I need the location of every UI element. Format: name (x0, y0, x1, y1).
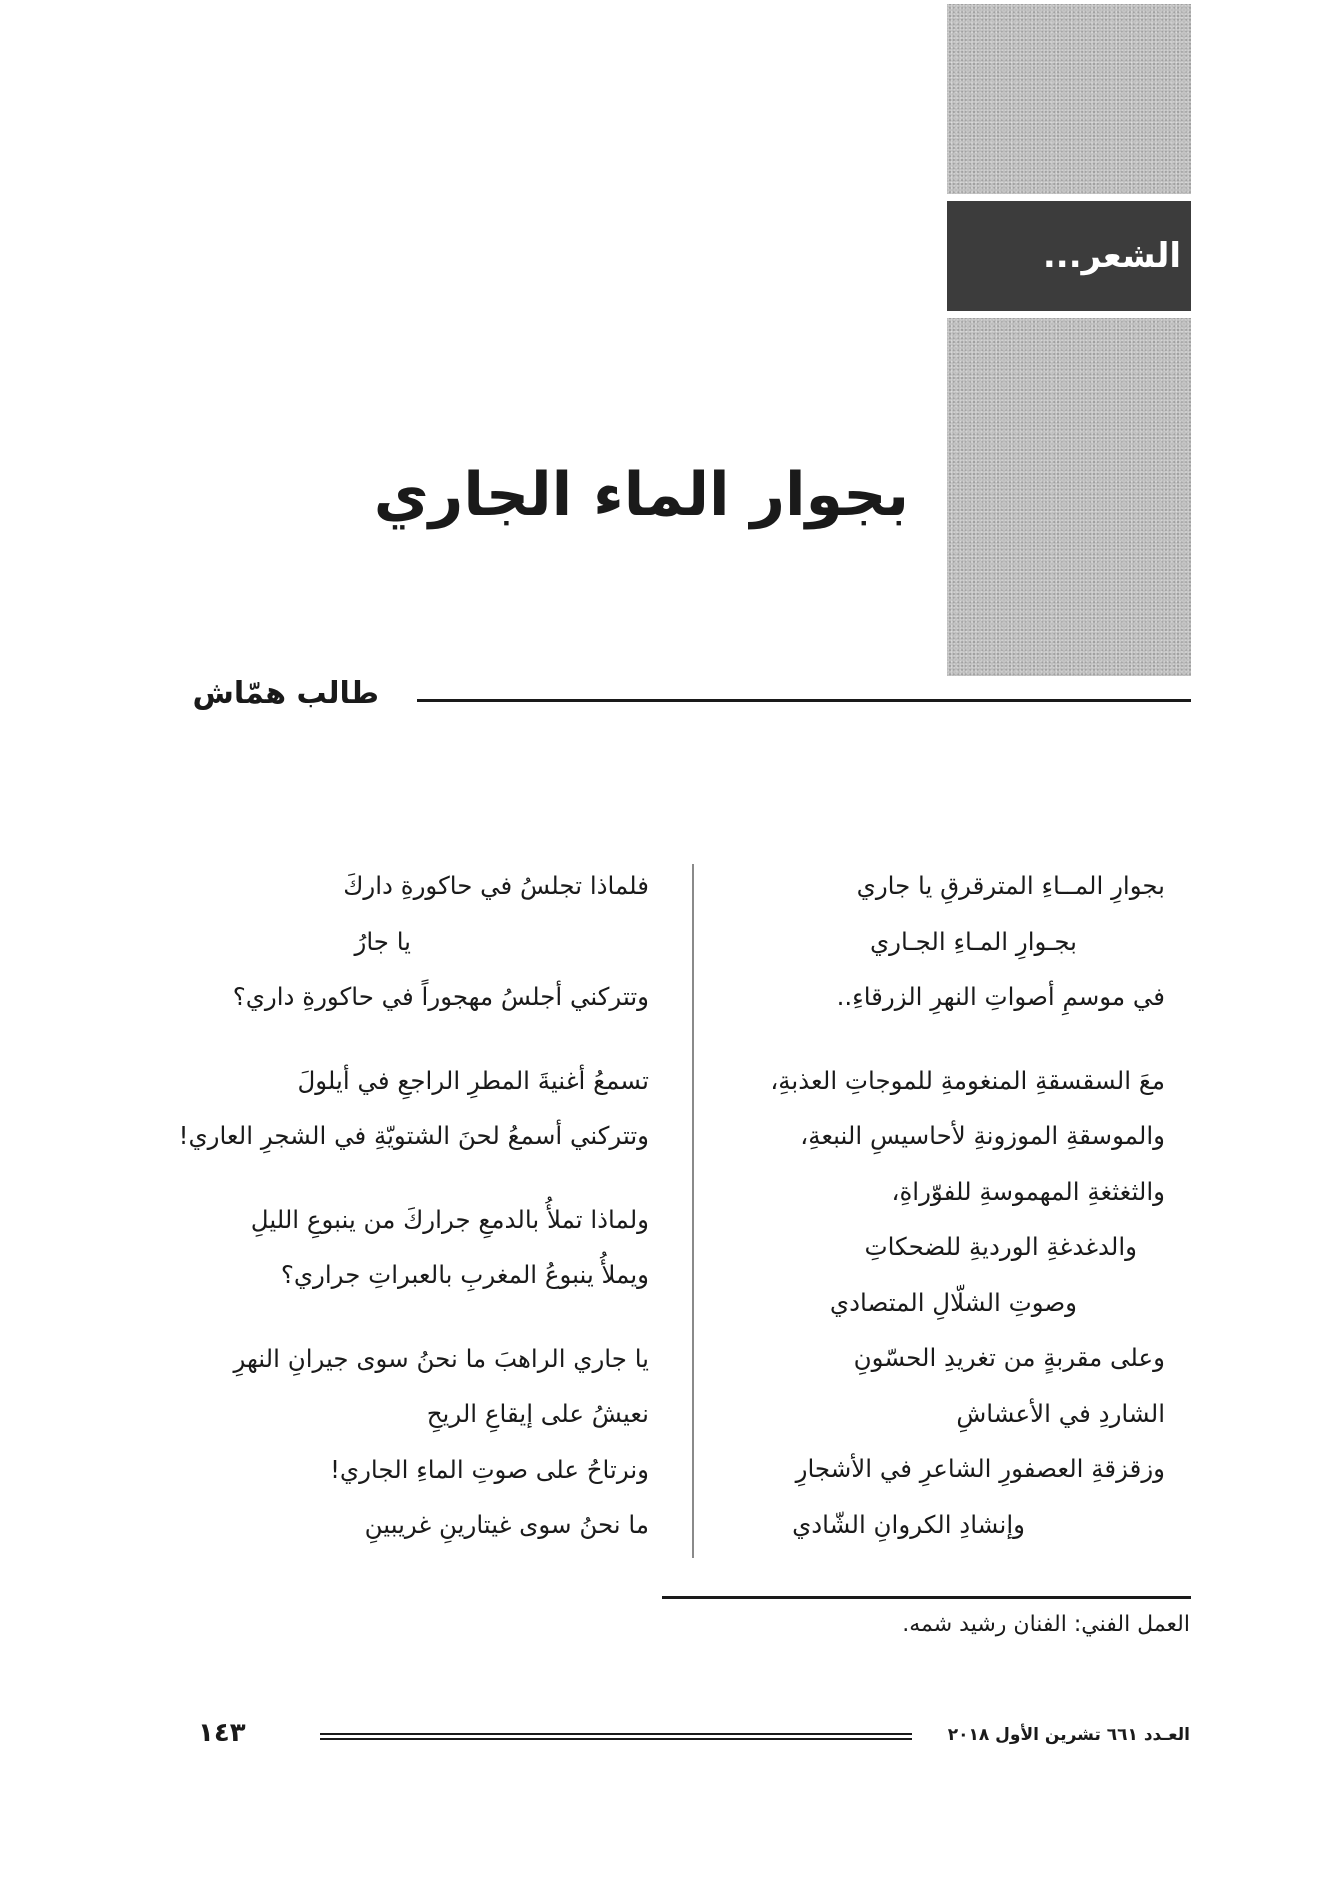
verse-line: وزقزقةِ العصفورِ الشاعرِ في الأشجارِ (795, 1454, 1165, 1483)
verse-line: يا جارُ (354, 926, 411, 956)
decorative-grey-block-bottom (947, 318, 1191, 676)
verse-line: ما نحنُ سوى غيتارينِ غريبينِ (364, 1510, 649, 1539)
verse-line: ويملأُ ينبوعُ المغربِ بالعبراتِ جراري؟ (280, 1260, 649, 1289)
stanza-gap (129, 1303, 649, 1331)
page-number: ١٤٣ (198, 1718, 246, 1748)
author-divider (417, 699, 1191, 702)
verse-line: وعلى مقربةٍ من تغريدِ الحسّونِ (853, 1343, 1165, 1372)
verse-line: وصوتِ الشلّالِ المتصادي (829, 1287, 1077, 1317)
verse-line: والموسقةِ الموزونةِ لأحاسيسِ النبعةِ، (800, 1121, 1165, 1150)
poem-column-right (685, 858, 1165, 1552)
section-label: الشعر... (947, 201, 1191, 311)
verse-line: بجوارِ المــاءِ المترقرقِ يا جاري (856, 871, 1165, 900)
stanza-gap (129, 1025, 649, 1053)
issue-info: العـدد ٦٦١ تشرين الأول ٢٠١٨ (947, 1725, 1190, 1745)
verse-line: في موسمِ أصواتِ النهرِ الزرقاءِ.. (836, 982, 1165, 1011)
verse-line: والدغدغةِ الورديةِ للضحكاتِ (864, 1232, 1137, 1261)
verse-line: فلماذا تجلسُ في حاكورةِ داركَ (343, 871, 649, 900)
footer-divider (320, 1733, 912, 1740)
artwork-credit: العمل الفني: الفنان رشيد شمه. (902, 1612, 1190, 1637)
verse-line: وتتركني أسمعُ لحنَ الشتويّةِ في الشجرِ العاري! (178, 1121, 649, 1150)
poem-column-left (129, 858, 649, 1553)
author-name: طالب همّاش (192, 676, 379, 711)
verse-line: الشاردِ في الأعشاشِ (956, 1398, 1165, 1428)
verse-line: يا جاري الراهبَ ما نحنُ سوى جيرانِ النهرِ (233, 1343, 649, 1373)
verse-line: ونرتاحُ على صوتِ الماءِ الجاري! (330, 1454, 649, 1484)
verse-line: نعيشُ على إيقاعِ الريحِ (426, 1399, 649, 1428)
verse-line: بجـوارِ المـاءِ الجـاري (869, 926, 1077, 956)
stanza-gap (129, 1164, 649, 1192)
poem-title: بجوار الماء الجاري (373, 460, 909, 530)
credit-divider (662, 1596, 1191, 1599)
verse-line: وإنشادِ الكروانِ الشّادي (792, 1509, 1025, 1539)
verse-line: معَ السقسقةِ المنغومةِ للموجاتِ العذبةِ، (770, 1065, 1165, 1095)
verse-line: ولماذا تملأُ بالدمعِ جراركَ من ينبوعِ الليلِ (250, 1204, 649, 1234)
decorative-grey-block-top (947, 4, 1191, 194)
verse-line: وتتركني أجلسُ مهجوراً في حاكورةِ داري؟ (232, 982, 649, 1011)
verse-line: والثغثغةِ المهموسةِ للفوّراةِ، (891, 1176, 1165, 1206)
verse-line: تسمعُ أغنيةَ المطرِ الراجعِ في أيلولَ (297, 1065, 649, 1095)
column-divider (692, 864, 694, 1558)
stanza-gap (685, 1025, 1165, 1053)
